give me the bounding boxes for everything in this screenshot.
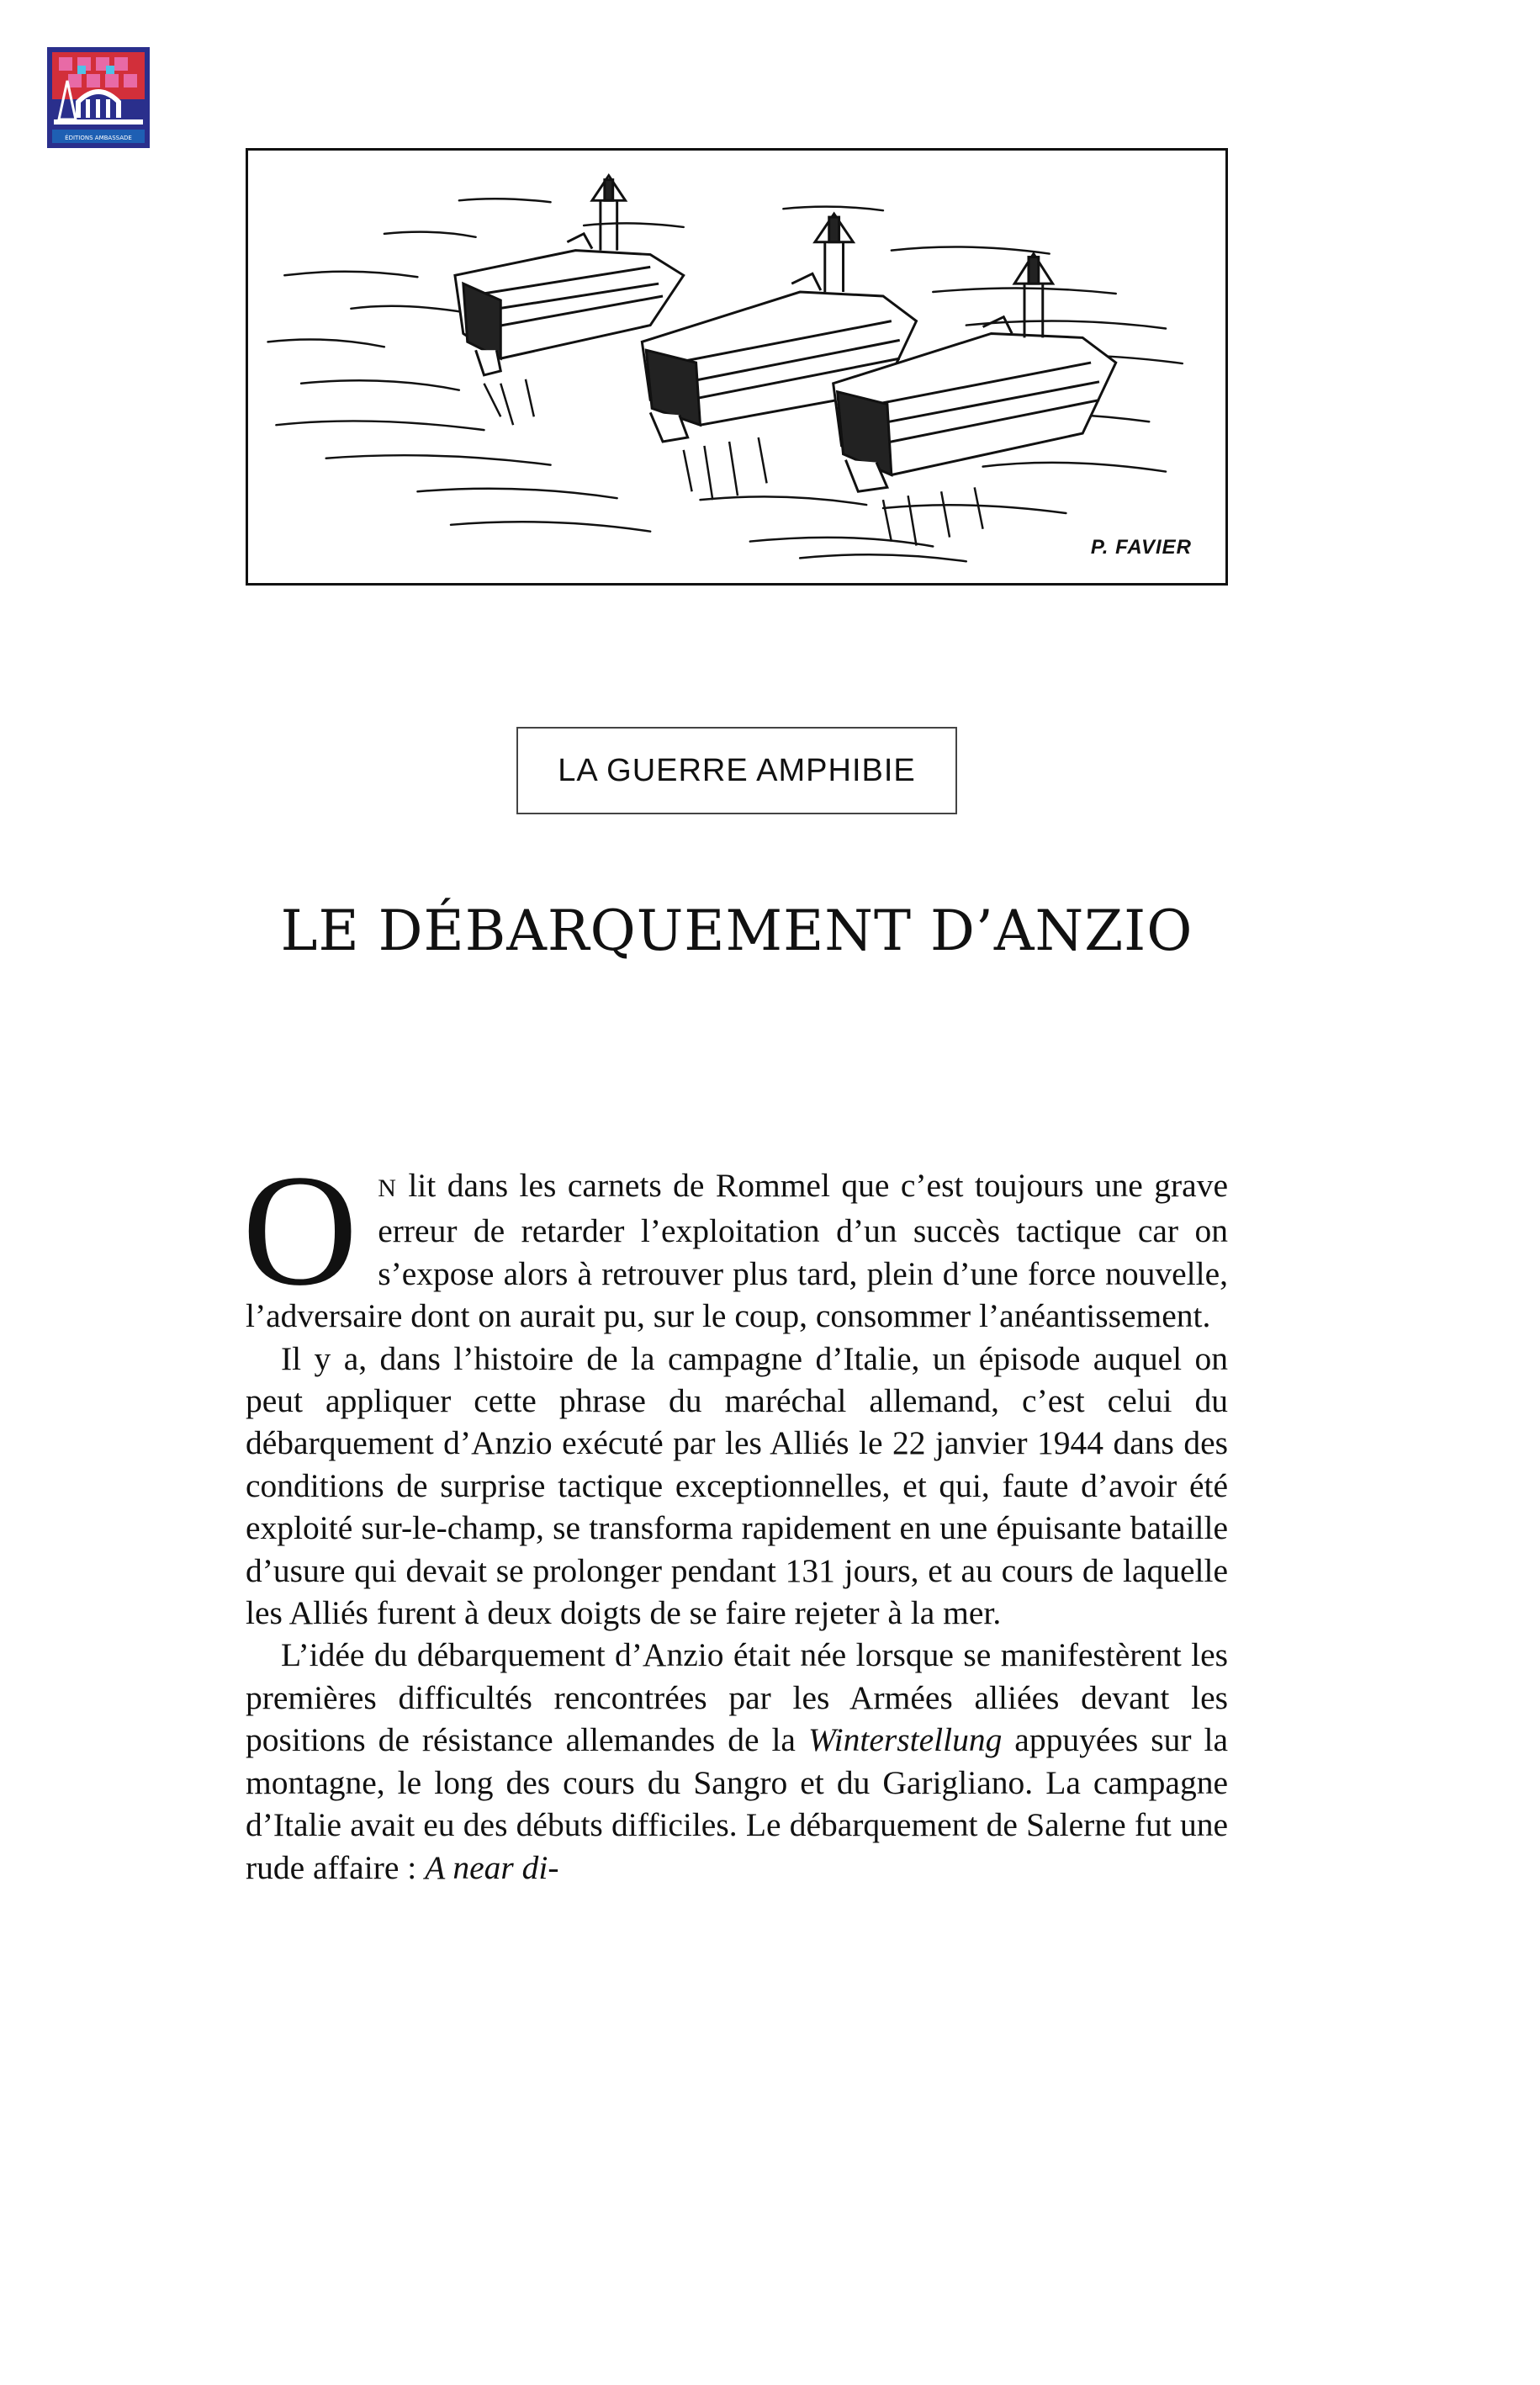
paragraph-1-text: lit dans les carnets de Rommel que c’est toujours une grave erreur de retarder l’exploitation d’un succès tactique car on s’expose alors à retrouver plus tard, plein d’une force nouvelle, l’adversaire dont on aurait pu, sur le coup, consommer l’anéantissement. xyxy=(246,1167,1228,1335)
illustration-frame xyxy=(246,148,1228,586)
paragraph-3-continued: appuyées sur la montagne, le long des cours du Sangro et du Garigliano. La campagne d’Italie avait eu des débuts difficiles. Le débarquement de Salerne fut une rude affaire : xyxy=(246,1721,1228,1886)
paragraph-3 xyxy=(246,1634,1228,1888)
svg-text:ÉDITIONS AMBASSADE: ÉDITIONS AMBASSADE xyxy=(65,135,132,141)
paragraph-1 xyxy=(242,1142,1228,1338)
italic-quote: A near di- xyxy=(425,1848,559,1886)
illustration-signature: P. FAVIER xyxy=(1090,536,1192,559)
publisher-logo xyxy=(47,47,150,148)
section-kicker: LA GUERRE AMPHIBIE xyxy=(516,727,957,814)
article-title: LE DÉBARQUEMENT D’ANZIO xyxy=(280,898,1193,963)
publisher-logo-icon xyxy=(47,47,150,148)
article-body xyxy=(242,1142,1228,1889)
paragraph-3-text: L’idée du débarquement d’Anzio était née lorsque se manifestèrent les premières difficultés rencontrées par les Armées alliées devant les positions de résistance allemandes de la xyxy=(246,1636,1228,1759)
italic-term: Winterstellung xyxy=(807,1721,1003,1759)
drop-cap: O xyxy=(242,1142,358,1319)
landing-craft-illustration xyxy=(248,151,1225,583)
paragraph-2: Il y a, dans l’histoire de la campagne d’Italie, un épisode auquel on peut appliquer cette phrase du maréchal allemand, c’est celui du débarquement d’Anzio exécuté par les Alliés le 22 janvier 1944 dans des conditions de surprise tactique exceptionnelles, et qui, faute d’avoir été exploité sur-le-champ, se transforma rapidement en une épuisante bataille d’usure qui devait se prolonger pendant 131 jours, et au cours de laquelle les Alliés furent à deux doigts de se faire rejeter à la mer. xyxy=(246,1339,1228,1632)
small-caps-lead: N xyxy=(378,1174,397,1202)
